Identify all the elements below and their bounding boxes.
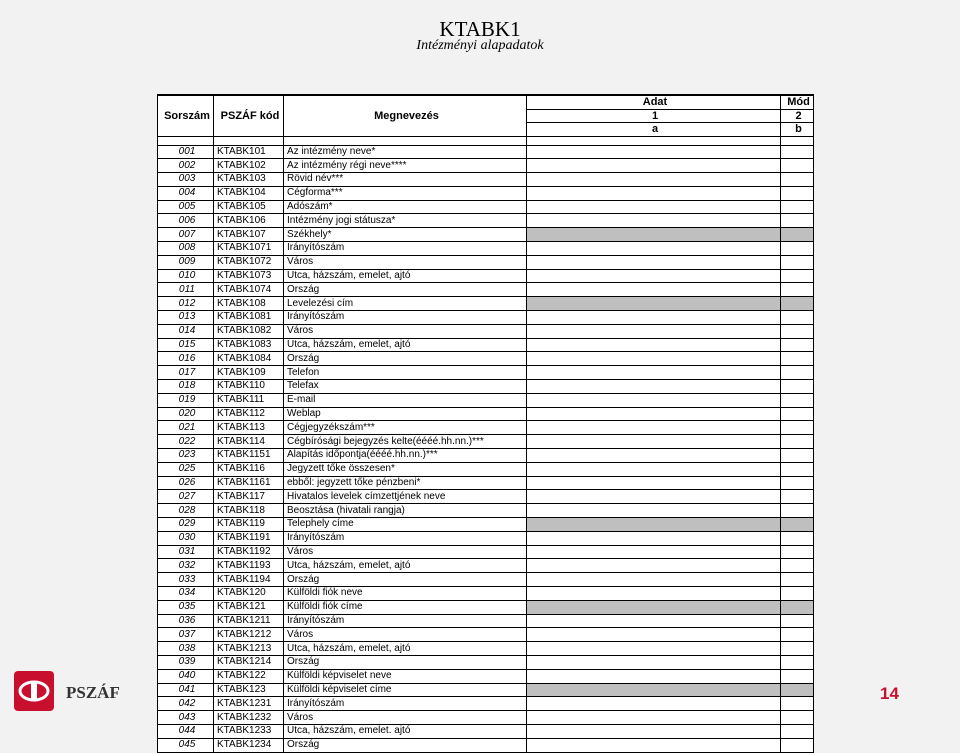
row-megnevezes: Irányítószám <box>284 531 527 545</box>
row-mod-cell[interactable] <box>781 380 814 394</box>
row-adat-cell[interactable] <box>527 352 781 366</box>
row-pszaf-kod: KTABK1234 <box>214 738 284 752</box>
row-megnevezes: Az intézmény neve* <box>284 145 527 159</box>
row-megnevezes: Külföldi fiók neve <box>284 587 527 601</box>
row-mod-cell[interactable] <box>781 352 814 366</box>
data-table <box>157 94 814 753</box>
col-adat: Adat <box>527 95 781 109</box>
row-adat-cell[interactable] <box>527 449 781 463</box>
row-pszaf-kod: KTABK1073 <box>214 269 284 283</box>
row-pszaf-kod: KTABK101 <box>214 145 284 159</box>
row-mod-cell[interactable] <box>781 421 814 435</box>
row-mod-cell[interactable] <box>781 573 814 587</box>
table-row <box>158 173 814 187</box>
row-mod-cell[interactable] <box>781 393 814 407</box>
row-mod-cell[interactable] <box>781 711 814 725</box>
row-pszaf-kod: KTABK1211 <box>214 614 284 628</box>
row-megnevezes: Telephely címe <box>284 518 527 532</box>
row-pszaf-kod: KTABK112 <box>214 407 284 421</box>
col-pszaf-kod: PSZÁF kód <box>214 95 284 136</box>
row-mod-cell[interactable] <box>781 297 814 311</box>
row-pszaf-kod: KTABK1194 <box>214 573 284 587</box>
row-adat-cell[interactable] <box>527 518 781 532</box>
row-adat-cell[interactable] <box>527 380 781 394</box>
row-adat-cell[interactable] <box>527 393 781 407</box>
row-adat-cell[interactable] <box>527 407 781 421</box>
row-mod-cell[interactable] <box>781 200 814 214</box>
row-mod-cell[interactable] <box>781 531 814 545</box>
row-megnevezes: ebből: jegyzett tőke pénzbeni* <box>284 476 527 490</box>
row-mod-cell[interactable] <box>781 173 814 187</box>
row-mod-cell[interactable] <box>781 738 814 752</box>
table-row <box>158 545 814 559</box>
row-adat-cell[interactable] <box>527 724 781 738</box>
row-sorszam: 016 <box>158 352 214 366</box>
table-row <box>158 462 814 476</box>
row-pszaf-kod: KTABK108 <box>214 297 284 311</box>
row-megnevezes: Cégbírósági bejegyzés kelte(éééé.hh.nn.)*** <box>284 435 527 449</box>
row-mod-cell[interactable] <box>781 669 814 683</box>
row-sorszam: 018 <box>158 380 214 394</box>
row-megnevezes: Ország <box>284 655 527 669</box>
row-megnevezes: Város <box>284 324 527 338</box>
row-megnevezes: Utca, házszám, emelet. ajtó <box>284 724 527 738</box>
row-sorszam: 022 <box>158 435 214 449</box>
row-mod-cell[interactable] <box>781 186 814 200</box>
row-megnevezes: Utca, házszám, emelet, ajtó <box>284 338 527 352</box>
row-pszaf-kod: KTABK1161 <box>214 476 284 490</box>
row-sorszam: 035 <box>158 600 214 614</box>
row-sorszam: 043 <box>158 711 214 725</box>
table-row <box>158 366 814 380</box>
row-pszaf-kod: KTABK118 <box>214 504 284 518</box>
row-sorszam: 044 <box>158 724 214 738</box>
row-sorszam: 030 <box>158 531 214 545</box>
row-pszaf-kod: KTABK122 <box>214 669 284 683</box>
row-sorszam: 017 <box>158 366 214 380</box>
row-adat-cell[interactable] <box>527 587 781 601</box>
row-mod-cell[interactable] <box>781 255 814 269</box>
row-sorszam: 042 <box>158 697 214 711</box>
row-pszaf-kod: KTABK1074 <box>214 283 284 297</box>
table-row <box>158 435 814 449</box>
row-adat-cell[interactable] <box>527 242 781 256</box>
row-sorszam: 038 <box>158 642 214 656</box>
row-mod-cell[interactable] <box>781 476 814 490</box>
row-mod-cell[interactable] <box>781 518 814 532</box>
col-letter-a: a <box>527 123 781 137</box>
table-row <box>158 587 814 601</box>
row-sorszam: 004 <box>158 186 214 200</box>
row-pszaf-kod: KTABK1231 <box>214 697 284 711</box>
row-sorszam: 006 <box>158 214 214 228</box>
row-megnevezes: Cégforma*** <box>284 186 527 200</box>
table-row <box>158 145 814 159</box>
table-row <box>158 380 814 394</box>
row-sorszam: 003 <box>158 173 214 187</box>
table-row <box>158 559 814 573</box>
row-sorszam: 041 <box>158 683 214 697</box>
row-mod-cell[interactable] <box>781 628 814 642</box>
row-sorszam: 023 <box>158 449 214 463</box>
table-row <box>158 655 814 669</box>
row-adat-cell[interactable] <box>527 338 781 352</box>
row-mod-cell[interactable] <box>781 407 814 421</box>
col-mod: Mód <box>781 95 814 109</box>
row-mod-cell[interactable] <box>781 600 814 614</box>
row-megnevezes: Utca, házszám, emelet, ajtó <box>284 559 527 573</box>
table-row <box>158 669 814 683</box>
row-sorszam: 034 <box>158 587 214 601</box>
table-row <box>158 159 814 173</box>
row-megnevezes: Utca, házszám, emelet, ajtó <box>284 642 527 656</box>
row-pszaf-kod: KTABK1233 <box>214 724 284 738</box>
table-row <box>158 711 814 725</box>
row-megnevezes: Irányítószám <box>284 311 527 325</box>
table-row <box>158 407 814 421</box>
row-adat-cell[interactable] <box>527 283 781 297</box>
row-pszaf-kod: KTABK1081 <box>214 311 284 325</box>
table-row <box>158 255 814 269</box>
row-adat-cell[interactable] <box>527 214 781 228</box>
row-adat-cell[interactable] <box>527 642 781 656</box>
table-row <box>158 628 814 642</box>
table-row <box>158 214 814 228</box>
row-mod-cell[interactable] <box>781 449 814 463</box>
row-megnevezes: Jegyzett tőke összesen* <box>284 462 527 476</box>
table-row <box>158 393 814 407</box>
table-row <box>158 228 814 242</box>
row-sorszam: 005 <box>158 200 214 214</box>
row-pszaf-kod: KTABK110 <box>214 380 284 394</box>
row-mod-cell[interactable] <box>781 655 814 669</box>
table-row <box>158 352 814 366</box>
row-sorszam: 031 <box>158 545 214 559</box>
row-pszaf-kod: KTABK120 <box>214 587 284 601</box>
page-number: 14 <box>880 684 899 703</box>
row-pszaf-kod: KTABK1151 <box>214 449 284 463</box>
row-megnevezes: Város <box>284 628 527 642</box>
row-adat-cell[interactable] <box>527 421 781 435</box>
table-row <box>158 242 814 256</box>
row-pszaf-kod: KTABK1214 <box>214 655 284 669</box>
row-megnevezes: Utca, házszám, emelet, ajtó <box>284 269 527 283</box>
row-mod-cell[interactable] <box>781 269 814 283</box>
row-megnevezes: Irányítószám <box>284 242 527 256</box>
row-mod-cell[interactable] <box>781 214 814 228</box>
row-pszaf-kod: KTABK1082 <box>214 324 284 338</box>
row-adat-cell[interactable] <box>527 738 781 752</box>
row-mod-cell[interactable] <box>781 642 814 656</box>
row-pszaf-kod: KTABK1071 <box>214 242 284 256</box>
row-megnevezes: Ország <box>284 573 527 587</box>
row-megnevezes: Város <box>284 545 527 559</box>
row-pszaf-kod: KTABK117 <box>214 490 284 504</box>
row-pszaf-kod: KTABK1213 <box>214 642 284 656</box>
row-sorszam: 019 <box>158 393 214 407</box>
table-row <box>158 421 814 435</box>
row-adat-cell[interactable] <box>527 297 781 311</box>
table-row <box>158 186 814 200</box>
row-mod-cell[interactable] <box>781 683 814 697</box>
row-pszaf-kod: KTABK111 <box>214 393 284 407</box>
row-pszaf-kod: KTABK109 <box>214 366 284 380</box>
row-pszaf-kod: KTABK1191 <box>214 531 284 545</box>
footer-brand: PSZÁF <box>66 683 120 702</box>
row-mod-cell[interactable] <box>781 159 814 173</box>
row-adat-cell[interactable] <box>527 655 781 669</box>
table-row <box>158 600 814 614</box>
row-megnevezes: Külföldi fiók címe <box>284 600 527 614</box>
row-mod-cell[interactable] <box>781 614 814 628</box>
row-adat-cell[interactable] <box>527 145 781 159</box>
row-adat-cell[interactable] <box>527 255 781 269</box>
table-row <box>158 697 814 711</box>
table-row <box>158 476 814 490</box>
row-adat-cell[interactable] <box>527 311 781 325</box>
table-row <box>158 338 814 352</box>
row-pszaf-kod: KTABK119 <box>214 518 284 532</box>
page-title: KTABK1 <box>439 17 521 41</box>
table-row <box>158 504 814 518</box>
row-mod-cell[interactable] <box>781 504 814 518</box>
row-sorszam: 014 <box>158 324 214 338</box>
row-megnevezes: Telefon <box>284 366 527 380</box>
row-adat-cell[interactable] <box>527 711 781 725</box>
row-mod-cell[interactable] <box>781 324 814 338</box>
row-adat-cell[interactable] <box>527 614 781 628</box>
table-row <box>158 518 814 532</box>
table-row <box>158 642 814 656</box>
row-adat-cell[interactable] <box>527 545 781 559</box>
row-adat-cell[interactable] <box>527 435 781 449</box>
row-pszaf-kod: KTABK123 <box>214 683 284 697</box>
col-number-1: 1 <box>527 109 781 123</box>
row-mod-cell[interactable] <box>781 462 814 476</box>
row-megnevezes: Weblap <box>284 407 527 421</box>
row-sorszam: 045 <box>158 738 214 752</box>
row-pszaf-kod: KTABK114 <box>214 435 284 449</box>
row-megnevezes: Levelezési cím <box>284 297 527 311</box>
row-mod-cell[interactable] <box>781 366 814 380</box>
row-pszaf-kod: KTABK113 <box>214 421 284 435</box>
row-mod-cell[interactable] <box>781 697 814 711</box>
row-pszaf-kod: KTABK1232 <box>214 711 284 725</box>
table-row <box>158 573 814 587</box>
row-pszaf-kod: KTABK102 <box>214 159 284 173</box>
row-adat-cell[interactable] <box>527 173 781 187</box>
row-pszaf-kod: KTABK121 <box>214 600 284 614</box>
row-megnevezes: Város <box>284 255 527 269</box>
row-adat-cell[interactable] <box>527 186 781 200</box>
row-pszaf-kod: KTABK103 <box>214 173 284 187</box>
row-megnevezes: Beosztása (hivatali rangja) <box>284 504 527 518</box>
row-sorszam: 039 <box>158 655 214 669</box>
row-adat-cell[interactable] <box>527 531 781 545</box>
row-mod-cell[interactable] <box>781 283 814 297</box>
col-megnevezes: Megnevezés <box>284 95 527 136</box>
row-adat-cell[interactable] <box>527 490 781 504</box>
row-sorszam: 040 <box>158 669 214 683</box>
row-sorszam: 036 <box>158 614 214 628</box>
header-row <box>158 95 814 109</box>
row-megnevezes: Ország <box>284 738 527 752</box>
row-adat-cell[interactable] <box>527 559 781 573</box>
row-adat-cell[interactable] <box>527 228 781 242</box>
row-mod-cell[interactable] <box>781 145 814 159</box>
row-megnevezes: Külföldi képviselet neve <box>284 669 527 683</box>
table-row <box>158 200 814 214</box>
row-pszaf-kod: KTABK1083 <box>214 338 284 352</box>
row-adat-cell[interactable] <box>527 366 781 380</box>
row-megnevezes: Hivatalos levelek címzettjének neve <box>284 490 527 504</box>
row-sorszam: 020 <box>158 407 214 421</box>
col-sorszam: Sorszám <box>158 95 214 136</box>
row-pszaf-kod: KTABK107 <box>214 228 284 242</box>
table-row <box>158 449 814 463</box>
row-mod-cell[interactable] <box>781 242 814 256</box>
row-adat-cell[interactable] <box>527 669 781 683</box>
table-row <box>158 324 814 338</box>
row-megnevezes: Ország <box>284 283 527 297</box>
row-megnevezes: Ország <box>284 352 527 366</box>
row-megnevezes: Irányítószám <box>284 697 527 711</box>
row-pszaf-kod: KTABK1193 <box>214 559 284 573</box>
row-megnevezes: Rövid név*** <box>284 173 527 187</box>
row-pszaf-kod: KTABK1192 <box>214 545 284 559</box>
row-adat-cell[interactable] <box>527 269 781 283</box>
row-adat-cell[interactable] <box>527 683 781 697</box>
table-row <box>158 683 814 697</box>
row-adat-cell[interactable] <box>527 159 781 173</box>
row-adat-cell[interactable] <box>527 504 781 518</box>
row-megnevezes: Alapítás időpontja(éééé.hh.nn.)*** <box>284 449 527 463</box>
row-adat-cell[interactable] <box>527 697 781 711</box>
row-sorszam: 002 <box>158 159 214 173</box>
row-megnevezes: Irányítószám <box>284 614 527 628</box>
row-sorszam: 012 <box>158 297 214 311</box>
row-mod-cell[interactable] <box>781 435 814 449</box>
row-adat-cell[interactable] <box>527 462 781 476</box>
row-adat-cell[interactable] <box>527 573 781 587</box>
row-sorszam: 025 <box>158 462 214 476</box>
row-pszaf-kod: KTABK104 <box>214 186 284 200</box>
row-mod-cell[interactable] <box>781 559 814 573</box>
row-sorszam: 029 <box>158 518 214 532</box>
row-mod-cell[interactable] <box>781 724 814 738</box>
row-sorszam: 010 <box>158 269 214 283</box>
row-pszaf-kod: KTABK105 <box>214 200 284 214</box>
row-sorszam: 013 <box>158 311 214 325</box>
row-sorszam: 028 <box>158 504 214 518</box>
row-megnevezes: E-mail <box>284 393 527 407</box>
row-adat-cell[interactable] <box>527 628 781 642</box>
row-adat-cell[interactable] <box>527 200 781 214</box>
row-sorszam: 021 <box>158 421 214 435</box>
row-adat-cell[interactable] <box>527 476 781 490</box>
row-sorszam: 027 <box>158 490 214 504</box>
row-sorszam: 037 <box>158 628 214 642</box>
row-adat-cell[interactable] <box>527 600 781 614</box>
pszaf-logo-icon <box>14 671 54 711</box>
row-mod-cell[interactable] <box>781 228 814 242</box>
table-row <box>158 297 814 311</box>
row-megnevezes: Cégjegyzékszám*** <box>284 421 527 435</box>
page-subtitle: Intézményi alapadatok <box>416 38 544 53</box>
row-megnevezes: Külföldi képviselet címe <box>284 683 527 697</box>
row-sorszam: 026 <box>158 476 214 490</box>
row-sorszam: 009 <box>158 255 214 269</box>
table-row <box>158 269 814 283</box>
row-sorszam: 015 <box>158 338 214 352</box>
table-row <box>158 614 814 628</box>
row-pszaf-kod: KTABK1084 <box>214 352 284 366</box>
row-megnevezes: Az intézmény régi neve**** <box>284 159 527 173</box>
row-megnevezes: Székhely* <box>284 228 527 242</box>
row-mod-cell[interactable] <box>781 545 814 559</box>
row-mod-cell[interactable] <box>781 311 814 325</box>
row-megnevezes: Intézmény jogi státusza* <box>284 214 527 228</box>
row-sorszam: 007 <box>158 228 214 242</box>
row-megnevezes: Adószám* <box>284 200 527 214</box>
col-number-2: 2 <box>781 109 814 123</box>
row-sorszam: 008 <box>158 242 214 256</box>
row-mod-cell[interactable] <box>781 338 814 352</box>
table-row <box>158 738 814 752</box>
row-megnevezes: Telefax <box>284 380 527 394</box>
row-pszaf-kod: KTABK1212 <box>214 628 284 642</box>
table-row <box>158 311 814 325</box>
row-sorszam: 033 <box>158 573 214 587</box>
row-pszaf-kod: KTABK106 <box>214 214 284 228</box>
row-adat-cell[interactable] <box>527 324 781 338</box>
row-sorszam: 032 <box>158 559 214 573</box>
row-mod-cell[interactable] <box>781 490 814 504</box>
col-letter-b: b <box>781 123 814 137</box>
table-row <box>158 283 814 297</box>
row-mod-cell[interactable] <box>781 587 814 601</box>
spacer-row <box>158 136 814 145</box>
row-megnevezes: Város <box>284 711 527 725</box>
table-row <box>158 724 814 738</box>
table-row <box>158 490 814 504</box>
row-pszaf-kod: KTABK116 <box>214 462 284 476</box>
row-pszaf-kod: KTABK1072 <box>214 255 284 269</box>
row-sorszam: 011 <box>158 283 214 297</box>
row-sorszam: 001 <box>158 145 214 159</box>
table-row <box>158 531 814 545</box>
